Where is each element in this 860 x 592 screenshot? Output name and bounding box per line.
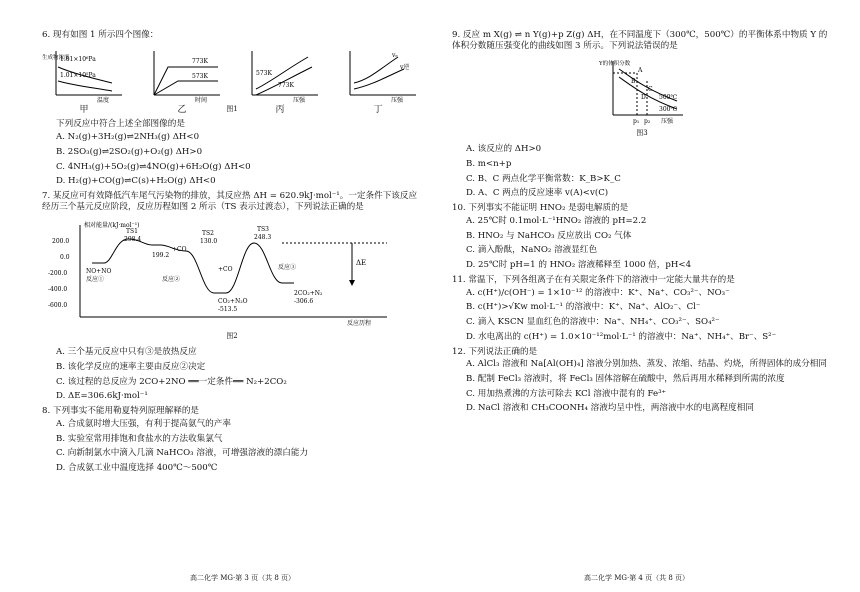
fig1-bing-curve-2: 773K [278,81,294,89]
q9-option-d: D. A、C 两点的反应速率 v(A)<v(C) [466,188,609,199]
fig2-ts3-value: 248.3 [254,233,272,241]
fig2-tick-200: 200.0 [52,237,70,245]
figure-3-caption: 图3 [636,129,648,138]
fig3-ylabel: Y的体积分数 [599,61,631,68]
q6-option-c: C. 4NH₃(g)+5O₂(g)⇌4NO(g)+6H₂O(g) ΔH<0 [56,161,251,172]
fig2-ts1-right: 199.2 [152,251,170,259]
fig2-start: NO+NO [86,267,112,275]
fig2-tick--600: -600.0 [48,301,68,309]
q7-option-d: D. ΔE=306.6kJ·mol⁻¹ [56,391,148,402]
fig1-jia-curve-1: 1.01×10⁶Pa [60,55,96,63]
question-10 [452,203,832,271]
fig3-x-p1: p₁ [633,118,640,126]
figure-2-caption: 图2 [226,332,238,341]
fig3-point-c: C [648,86,653,94]
fig2-tick-0: 0.0 [60,253,70,261]
fig1-ding-curve-2: v逆 [400,63,410,71]
fig2-mid-value: -513.5 [218,305,238,313]
q6-option-a: A. N₂(g)+3H₂(g)⇌2NH₃(g) ΔH<0 [56,132,200,143]
question-6-prompt: 下列反应中符合上述全部图像的是 [56,119,185,130]
q8-option-d: D. 合成氨工业中温度选择 400℃～500℃ [56,462,218,473]
question-11 [452,275,832,343]
fig2-ts1: TS1 [126,227,138,235]
figure-3 [452,55,832,127]
fig1-ding-xlabel: 压强 [391,96,404,103]
fig3-x-p2: p₂ [644,118,651,126]
fig3-curve-500: 500℃ [659,94,678,102]
q9-option-c: C. B、C 两点化学平衡常数：K_B>K_C [466,173,621,184]
q6-option-b: B. 2SO₃(g)⇌2SO₂(g)+O₂(g) ΔH>0 [56,146,203,157]
fig3-point-d: D [641,94,646,102]
question-7 [42,191,422,402]
fig1-yi-xlabel: 时间 [195,96,208,103]
fig2-delta-e: ΔE [356,258,367,267]
q9-option-a: A. 该反应的 ΔH>0 [466,144,542,155]
q12-option-c: C. 用加热煮沸的方法可除去 KCl 溶液中混有的 Fe³⁺ [466,388,667,399]
question-9-stem: 9. 反应 m X(g) ⇌ n Y(g)+p Z(g) ΔH，在不同温度下（300℃，500℃）的平衡体系中物质 Y 的体积分数随压强变化的曲线如图 3 所示。下列说法错误的是 [452,30,828,51]
q12-option-b: B. 配制 FeCl₃ 溶液时，将 FeCl₃ 固体溶解在硫酸中，然后再用水稀释到所需的浓度 [466,373,785,384]
q6-option-d: D. H₂(g)+CO(g)⇌C(s)+H₂O(g) ΔH<0 [56,176,216,187]
q10-option-b: B. HNO₂ 与 NaHCO₃ 反应放出 CO₂ 气体 [466,230,632,241]
fig1-panel-bing [238,47,322,115]
figure-2 [42,217,422,341]
fig3-plot [597,55,687,127]
q10-option-a: A. 25℃时 0.1mol·L⁻¹HNO₂ 溶液的 pH=2.2 [466,215,647,226]
question-9 [452,30,832,199]
fig1-yi-label: 乙 [177,104,187,115]
fig2-reaction-2: 反应② [162,275,181,283]
question-6-stem: 6. 现有如图 1 所示四个图像： [42,30,159,40]
fig2-tick--200: -200.0 [48,269,68,277]
q12-option-a: A. AlCl₃ 溶液和 Na[Al(OH)₄] 溶液分别加热、蒸发、浓缩、结晶、灼烧，所得固体的成分相同 [466,359,827,370]
fig2-xlabel: 反应历程 [347,319,372,327]
fig1-yi-curve-2: 573K [192,72,208,80]
fig2-ts2: TS2 [202,229,214,237]
fig1-ding-plot [336,47,420,103]
fig1-jia-ylabel: 生成物浓度 [42,54,70,61]
q10-option-c: C. 滴入酚酞，NaNO₂ 溶液显红色 [466,245,598,256]
fig3-curve-300: 300℃ [659,106,678,114]
question-7-stem: 7. 某反应可有效降低汽车尾气污染物的排放，其反应热 ΔH = 620.9kJ·mol⁻¹。一定条件下该反应经历三个基元反应阶段，反应历程如图 2 所示（TS 表示过渡态），下列说法正确的是 [42,191,418,212]
fig3-point-b: B [631,78,636,86]
fig1-bing-plot [238,47,322,103]
fig1-bing-xlabel: 压强 [293,96,306,103]
fig2-ts2-value: 130.0 [200,237,218,245]
fig2-reaction-1: 反应① [86,275,105,283]
question-12-stem: 12. 下列说法正确的是 [452,346,538,357]
fig2-ts1-value: 298.4 [124,235,142,243]
question-12 [452,347,832,415]
q11-option-c: C. 滴入 KSCN 显血红色的溶液中：Na⁺、NH₄⁺、CO₃²⁻、SO₄²⁻ [466,317,720,328]
fig2-co-2: +CO [218,265,233,273]
q10-option-d: D. 25℃时 pH=1 的 HNO₂ 溶液稀释至 1000 倍，pH<4 [466,260,692,271]
fig3-point-a: A [638,67,643,75]
fig1-bing-curve-1: 573K [256,69,272,77]
fig2-end: 2CO₂+N₂ [294,289,323,297]
q7-option-b: B. 该化学反应的速率主要由反应②决定 [56,361,206,372]
question-8-stem: 8. 下列事实不能用勒夏特列原理解释的是 [42,406,200,417]
question-11-stem: 11. 常温下，下列各组离子在有关限定条件下的溶液中一定能大量共存的是 [452,274,735,285]
left-footer: 高二化学 MG·第 3 页（共 8 页） [190,574,296,582]
fig2-ylabel: 相对能量/(kJ·mol⁻¹) [84,221,140,229]
question-10-stem: 10. 下列事实不能证明 HNO₂ 是弱电解质的是 [452,203,629,214]
fig1-ding-curve-1: vₑ [392,51,398,59]
fig2-co-1: +CO [172,245,187,253]
fig1-jia-curve-2: 1.01×10⁵Pa [60,71,96,79]
fig1-panel-jia [42,47,126,115]
fig1-panel-ding [336,47,420,115]
fig1-jia-plot [42,47,126,103]
question-8 [42,406,422,474]
q8-option-b: B. 实验室常用排饱和食盐水的方法收集氯气 [56,433,223,444]
right-column [452,30,832,418]
fig1-yi-plot [140,47,224,103]
fig1-panel-yi [140,47,224,115]
left-column [42,30,422,478]
fig2-reaction-3: 反应③ [278,263,297,271]
q7-option-a: A. 三个基元反应中只有③是放热反应 [56,347,197,358]
fig2-tick--400: -400.0 [48,285,68,293]
fig2-end-value: -306.6 [294,297,314,305]
fig1-jia-xlabel: 温度 [97,96,110,103]
fig1-ding-label: 丁 [373,104,383,115]
fig2-energy-profile [42,217,402,327]
fig2-mid: CO₂+N₂O [218,297,248,305]
q11-option-d: D. 水电离出的 c(H⁺) = 1.0×10⁻¹²mol·L⁻¹ 的溶液中：Na⁺、NH₄⁺、Br⁻、S²⁻ [466,331,777,342]
right-footer: 高二化学 MG·第 4 页（共 8 页） [584,574,690,582]
fig1-yi-curve-1: 773K [192,57,208,65]
q8-option-c: C. 向新制氯水中滴入几滴 NaHCO₃ 溶液，可增强溶液的漂白能力 [56,448,309,459]
figure-1-caption: 图1 [226,104,238,113]
q7-option-c: C. 该过程的总反应为 2CO+2NO ══一定条件══ N₂+2CO₂ [56,376,287,387]
fig1-jia-label: 甲 [79,104,89,115]
q11-option-b: B. c(H⁺)>√Kw mol·L⁻¹ 的溶液中：K⁺、Na⁺、AlO₂⁻、Cl⁻ [466,302,701,313]
question-6 [42,30,422,187]
q12-option-d: D. NaCl 溶液和 CH₃COONH₄ 溶液均呈中性，两溶液中水的电离程度相同 [466,403,754,414]
q9-option-b: B. m<n+p [466,158,512,169]
q11-option-a: A. c(H⁺)/c(OH⁻) = 1×10⁻¹² 的溶液中：K⁺、Na⁺、CO₃²⁻、NO₃⁻ [466,287,730,298]
fig2-ts3: TS3 [257,225,269,233]
fig3-xlabel: 压强 [661,118,674,126]
q8-option-a: A. 合成氨时增大压强，有利于提高氨气的产率 [56,418,231,429]
fig1-bing-label: 丙 [275,104,285,115]
